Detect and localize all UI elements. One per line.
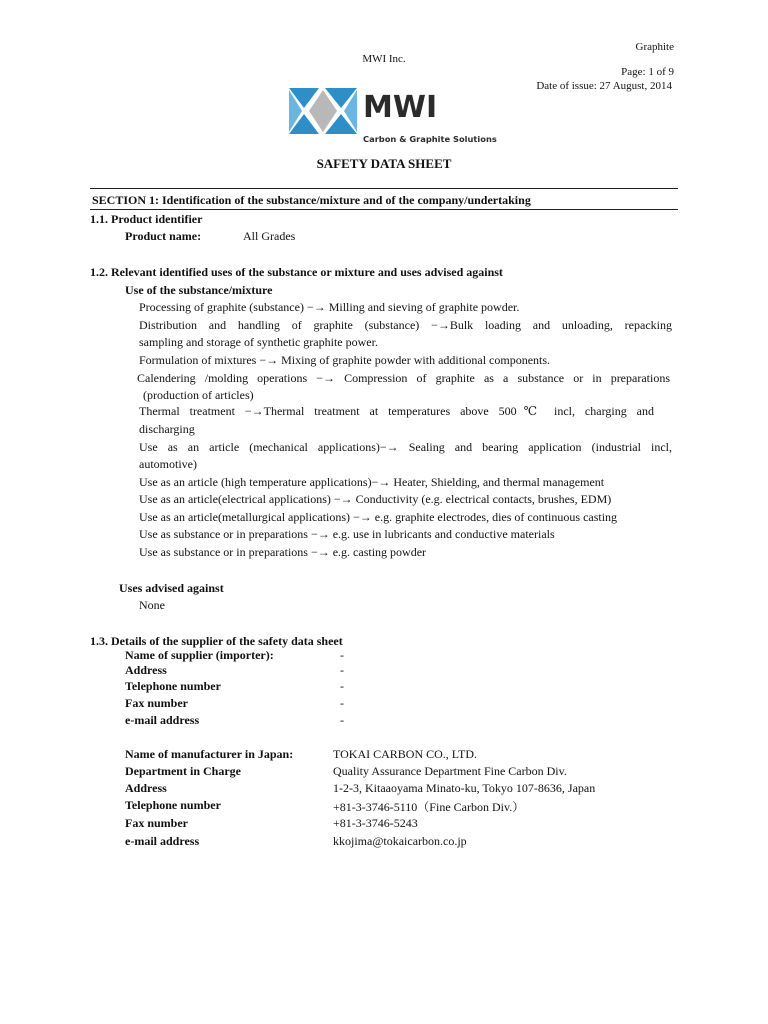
supplier-name-label: Name of supplier (importer):: [125, 648, 274, 662]
product-name-label: Product name:: [125, 229, 202, 243]
manufacturer-phone-label: Telephone number: [125, 798, 221, 812]
document-title: SAFETY DATA SHEET: [316, 156, 452, 171]
use-line: Use as an article(metallurgical applications) −→ e.g. graphite electrodes, dies of continuous casting: [139, 510, 618, 524]
logo-mark-icon: [287, 86, 359, 136]
s12-heading: 1.2. Relevant identified uses of the substance or mixture and uses advised against: [90, 265, 503, 279]
company-logo: [287, 86, 497, 148]
uses-against-value: None: [139, 598, 165, 612]
header-page-number: Page: 1 of 9: [621, 66, 674, 78]
manufacturer-address-value: 1-2-3, Kitaaoyama Minato-ku, Tokyo 107-8636, Japan: [333, 781, 596, 795]
uses-heading: Use of the substance/mixture: [125, 283, 273, 297]
use-line: Calendering /molding operations −→ Compression of graphite as a substance or in preparations: [137, 371, 670, 385]
manufacturer-email-value: kkojima@tokaicarbon.co.jp: [333, 834, 467, 848]
supplier-address-label: Address: [125, 663, 167, 677]
use-line: sampling and storage of synthetic graphite power.: [139, 335, 378, 349]
use-line: Thermal treatment −→Thermal treatment at temperatures above 500℃ incl, charging and: [139, 404, 654, 418]
use-line: Use as an article (high temperature applications)−→ Heater, Shielding, and thermal management: [139, 475, 605, 489]
use-line: automotive): [139, 457, 197, 471]
supplier-phone-value: -: [340, 679, 344, 693]
logo-tagline: Carbon & Graphite Solutions: [363, 134, 497, 144]
supplier-email-value: -: [340, 713, 344, 727]
use-line: Use as an article (mechanical applications)−→ Sealing and bearing application (industrial incl,: [139, 440, 672, 454]
manufacturer-address-label: Address: [125, 781, 167, 795]
logo-wordmark: MWI: [363, 90, 438, 125]
supplier-address-value: -: [340, 663, 344, 677]
manufacturer-fax-value: +81-3-3746-5243: [333, 816, 418, 830]
use-line: Use as substance or in preparations −→ e.g. casting powder: [139, 545, 427, 559]
supplier-fax-value: -: [340, 696, 344, 710]
manufacturer-fax-label: Fax number: [125, 816, 188, 830]
section-rule-bottom: [90, 209, 678, 210]
use-line: Processing of graphite (substance) −→ Milling and sieving of graphite powder.: [139, 300, 520, 314]
section-1-heading: SECTION 1: Identification of the substance/mixture and of the company/undertaking: [92, 193, 531, 207]
use-line: Use as an article(electrical applications) −→ Conductivity (e.g. electrical contacts, brushes, EDM): [139, 492, 612, 506]
supplier-fax-label: Fax number: [125, 696, 188, 710]
header-product: Graphite: [635, 41, 674, 53]
use-line: Formulation of mixtures −→ Mixing of graphite powder with additional components.: [139, 353, 551, 367]
department-label: Department in Charge: [125, 764, 241, 778]
manufacturer-phone-value: +81-3-3746-5110（Fine Carbon Div.）: [333, 800, 525, 814]
department-value: Quality Assurance Department Fine Carbon Div.: [333, 764, 567, 778]
use-line: (production of articles): [143, 388, 254, 402]
manufacturer-email-label: e-mail address: [125, 834, 200, 848]
supplier-phone-label: Telephone number: [125, 679, 221, 693]
manufacturer-name-value: TOKAI CARBON CO., LTD.: [333, 747, 478, 761]
product-name-value: All Grades: [243, 229, 296, 243]
section-rule-top: [90, 188, 678, 189]
supplier-name-value: -: [340, 648, 344, 662]
use-line: Distribution and handling of graphite (substance) −→Bulk loading and unloading, repacking: [139, 318, 672, 332]
use-line: discharging: [139, 422, 195, 436]
header-issue-date: Date of issue: 27 August, 2014: [536, 80, 672, 92]
manufacturer-name-label: Name of manufacturer in Japan:: [125, 747, 294, 761]
uses-against-heading: Uses advised against: [119, 581, 224, 595]
s13-heading: 1.3. Details of the supplier of the safety data sheet: [90, 634, 343, 648]
header-company: MWI Inc.: [362, 53, 406, 65]
s11-heading: 1.1. Product identifier: [90, 212, 203, 226]
supplier-email-label: e-mail address: [125, 713, 200, 727]
use-line: Use as substance or in preparations −→ e.g. use in lubricants and conductive materials: [139, 527, 555, 541]
